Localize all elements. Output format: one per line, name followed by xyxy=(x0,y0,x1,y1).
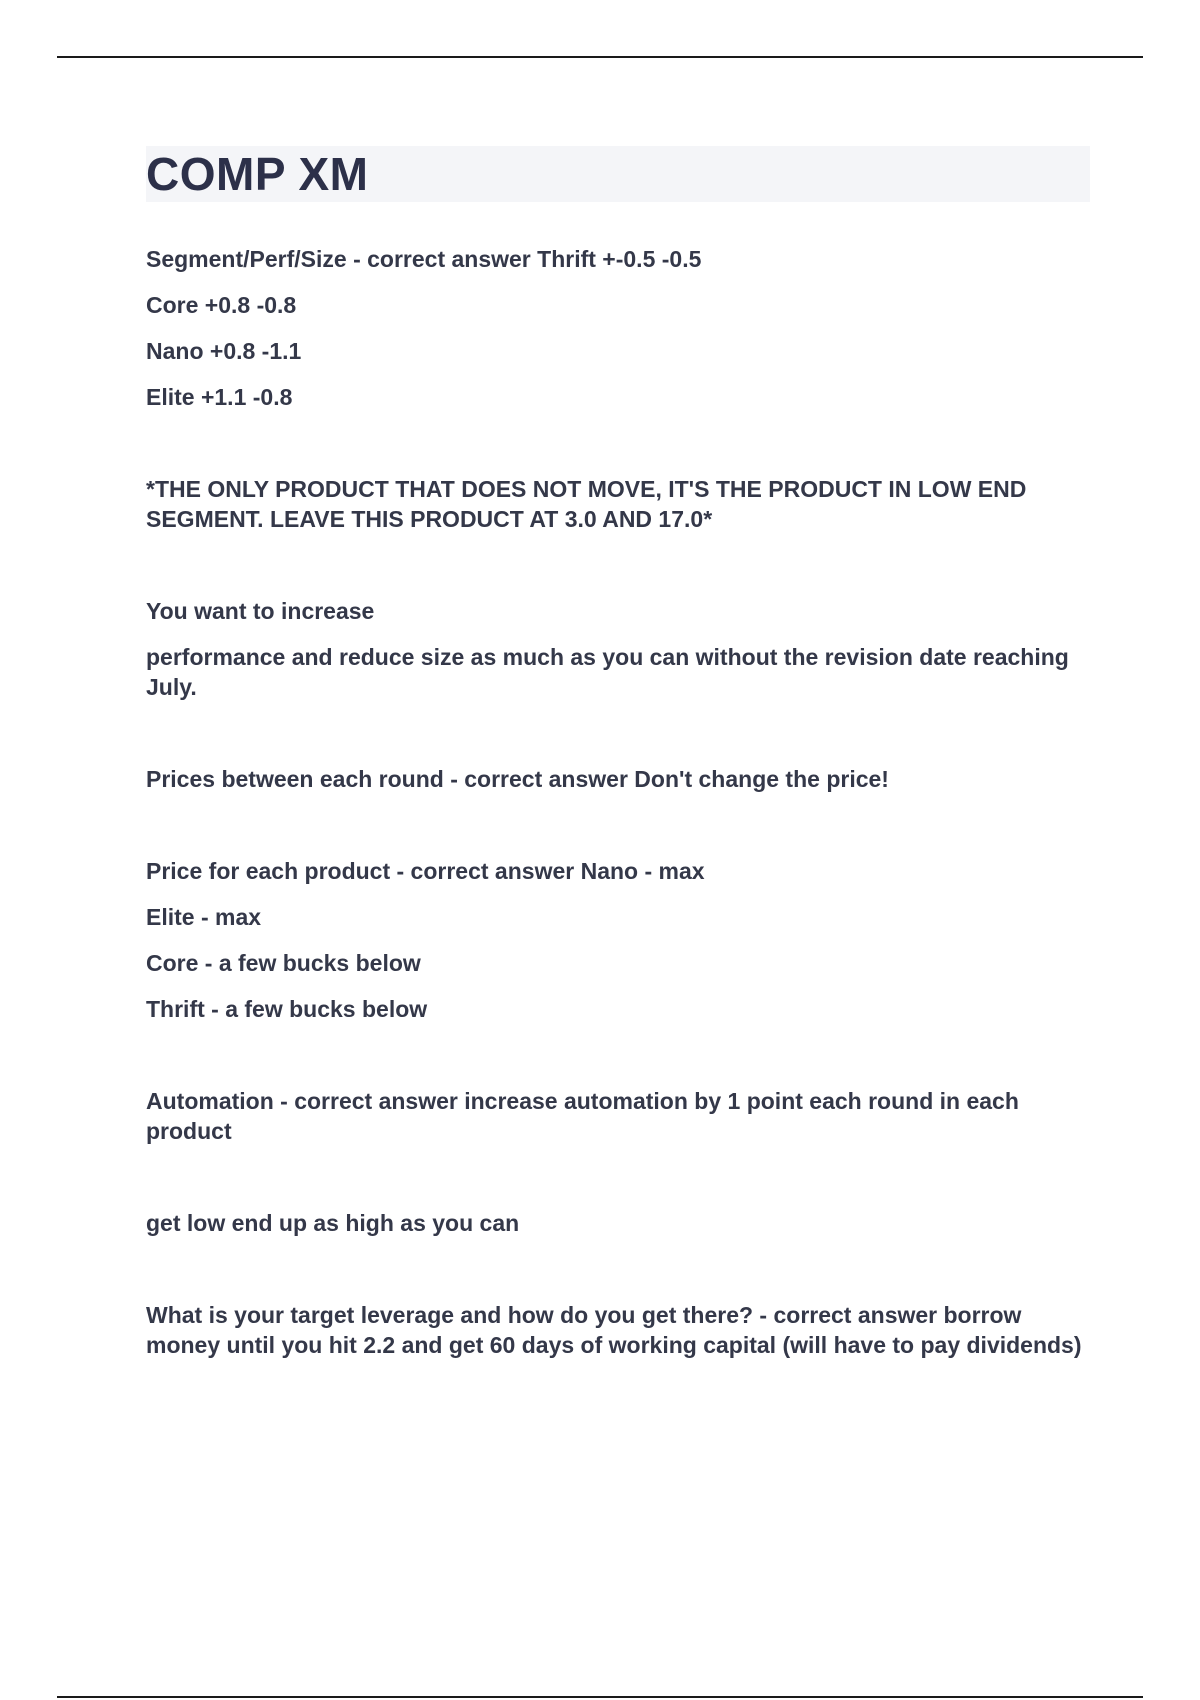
text-line: performance and reduce size as much as you can without the revision date reaching July. xyxy=(146,644,1069,700)
text-line: Automation - correct answer increase automation by 1 point each round in each product xyxy=(146,1088,1019,1144)
spacer xyxy=(146,1040,1090,1086)
text-line: Thrift - a few bucks below xyxy=(146,996,428,1022)
block-low-end-high xyxy=(146,1208,1090,1238)
block-low-end-note xyxy=(146,474,1090,534)
text-line: *THE ONLY PRODUCT THAT DOES NOT MOVE, IT'S THE PRODUCT IN LOW END SEGMENT. LEAVE THIS PRODUCT AT 3.0 AND 17.0* xyxy=(146,476,1027,532)
text-line: What is your target leverage and how do you get there? - correct answer borrow money until you hit 2.2 and get 60 days of working capital (will have to pay dividends) xyxy=(146,1302,1082,1358)
text-line: Price for each product - correct answer Nano - max xyxy=(146,858,705,884)
block-segment-perf-size xyxy=(146,244,1090,412)
document-title: COMP XM xyxy=(146,148,369,200)
spacer xyxy=(146,1162,1090,1208)
text-line: Elite +1.1 -0.8 xyxy=(146,384,293,410)
spacer xyxy=(146,1254,1090,1300)
spacer xyxy=(146,718,1090,764)
text-line: Elite - max xyxy=(146,904,262,930)
block-prices-between-rounds xyxy=(146,764,1090,794)
text-line: Nano +0.8 -1.1 xyxy=(146,338,302,364)
document-body xyxy=(146,146,1090,1376)
spacer xyxy=(146,428,1090,474)
block-target-leverage xyxy=(146,1300,1090,1360)
block-price-each-product xyxy=(146,856,1090,1024)
bottom-rule xyxy=(57,1696,1143,1698)
spacer xyxy=(146,810,1090,856)
text-line: get low end up as high as you can xyxy=(146,1210,520,1236)
title-bar xyxy=(146,146,1090,202)
block-increase-performance xyxy=(146,596,1090,702)
text-line: Prices between each round - correct answer Don't change the price! xyxy=(146,766,889,792)
spacer xyxy=(146,550,1090,596)
text-line: Core - a few bucks below xyxy=(146,950,421,976)
block-automation xyxy=(146,1086,1090,1146)
text-line: Core +0.8 -0.8 xyxy=(146,292,297,318)
text-line: Segment/Perf/Size - correct answer Thrift +-0.5 -0.5 xyxy=(146,246,702,272)
top-rule xyxy=(57,56,1143,58)
text-line: You want to increase xyxy=(146,598,375,624)
